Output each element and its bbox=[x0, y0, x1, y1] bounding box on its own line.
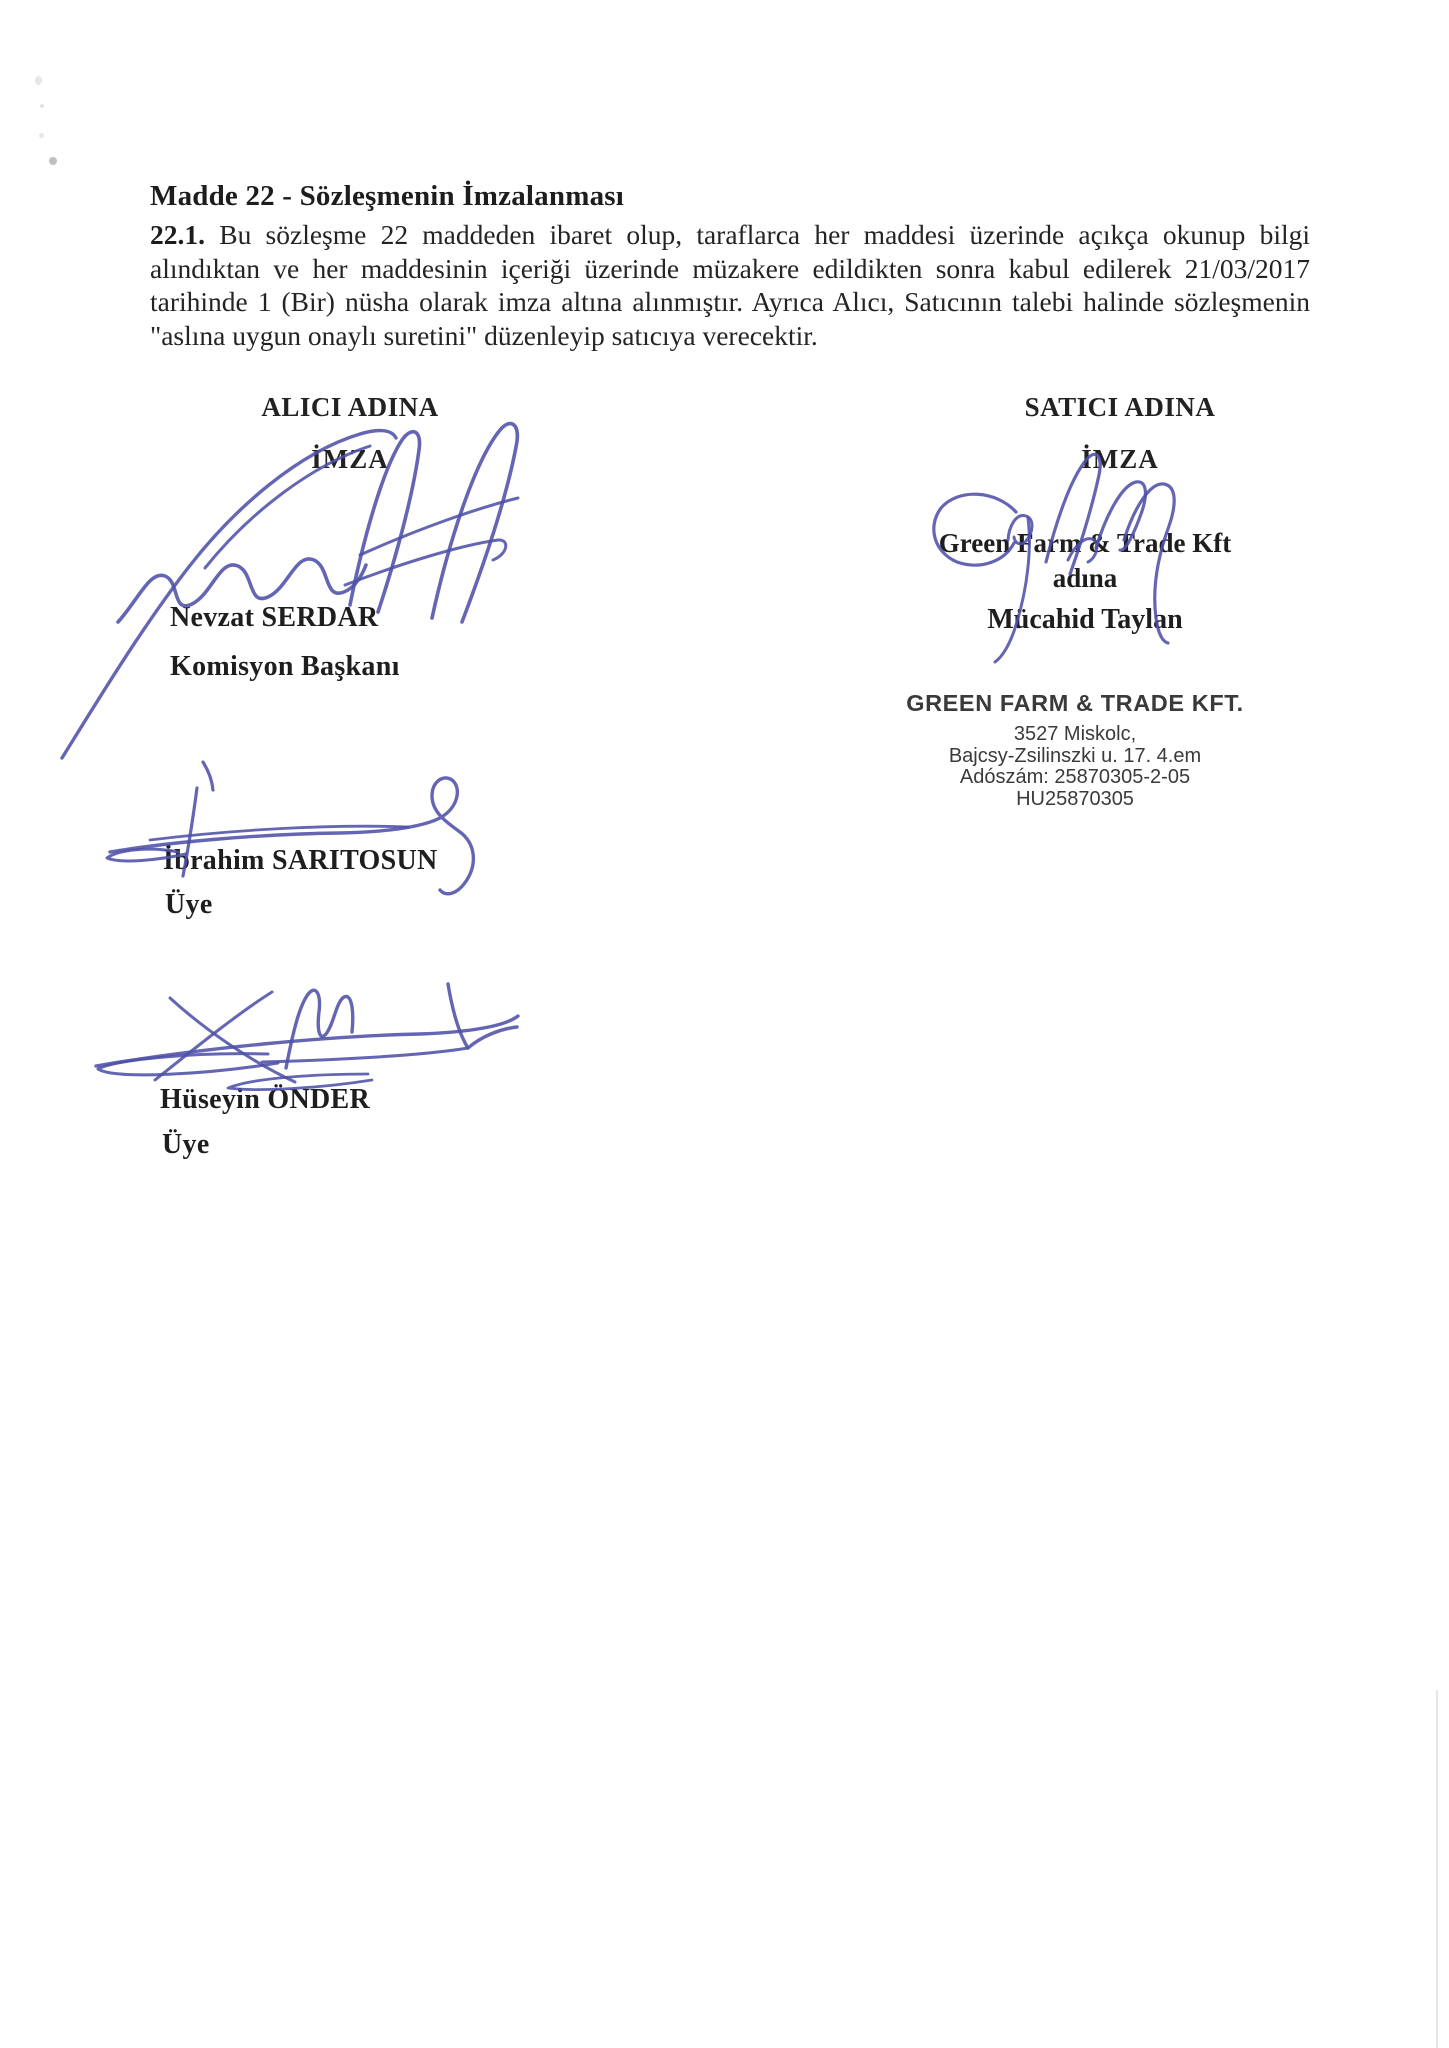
clause-paragraph bbox=[150, 218, 1310, 352]
seller-imza-label: İMZA bbox=[1081, 444, 1159, 474]
stamp-city: 3527 Miskolc, bbox=[1013, 723, 1137, 745]
buyer-signatory-1-name: Nevzat SERDAR bbox=[170, 602, 379, 633]
clause-number: 22.1. bbox=[150, 219, 205, 250]
scan-speck bbox=[40, 104, 44, 108]
buyer-imza-label: İMZA bbox=[311, 444, 389, 474]
buyer-role-label: ALICI ADINA bbox=[261, 392, 439, 422]
company-stamp bbox=[880, 690, 1270, 810]
scan-speck bbox=[49, 157, 57, 165]
stamp-street: Bajcsy-Zsilinszki u. 17. 4.em bbox=[948, 744, 1202, 767]
section-heading: Madde 22 - Sözleşmenin İmzalanması bbox=[150, 180, 625, 212]
buyer-signatory-2-name: İbrahim SARITOSUN bbox=[163, 845, 438, 876]
page-edge-line bbox=[1436, 1690, 1438, 2048]
seller-company-line2: adına bbox=[1052, 563, 1118, 593]
seller-header bbox=[960, 392, 1280, 475]
clause-text: Bu sözleşme 22 maddeden ibaret olup, taraflarca her maddesi üzerinde açıkça okunup bilgi alındıktan ve her maddesinin içeriği üzerinde müzakere edildikten sonra kabul edilerek 21/03/2017 tarihinde 1 (Bir) nüsha olarak imza altına alınmıştır. Ayrıca Alıcı, Satıcının talebi halinde sözleşmenin "aslına uygun onaylı suretini" düzenleyip satıcıya verecektir. bbox=[150, 219, 1311, 351]
buyer-signatory-2-title: Üye bbox=[165, 889, 213, 920]
buyer-header bbox=[190, 392, 510, 475]
seller-company-line1: Green Farm & Trade Kft bbox=[938, 528, 1232, 558]
signature-huseyin-onder bbox=[96, 984, 518, 1090]
seller-signatory-name: Mücahid Taylan bbox=[987, 604, 1183, 635]
stamp-company-name: GREEN FARM & TRADE KFT. bbox=[906, 690, 1244, 716]
stamp-tax-number: Adószám: 25870305-2-05 bbox=[959, 766, 1191, 788]
seller-company-block bbox=[920, 527, 1250, 636]
buyer-signatory-3-name: Hüseyin ÖNDER bbox=[160, 1084, 371, 1115]
scan-speck bbox=[39, 133, 44, 138]
scan-speck bbox=[35, 76, 42, 85]
buyer-signatory-1-title: Komisyon Başkanı bbox=[170, 651, 400, 682]
stamp-eu-vat: HU25870305 bbox=[1016, 787, 1134, 810]
seller-role-label: SATICI ADINA bbox=[1024, 392, 1216, 422]
buyer-signatory-3-title: Üye bbox=[162, 1129, 210, 1160]
